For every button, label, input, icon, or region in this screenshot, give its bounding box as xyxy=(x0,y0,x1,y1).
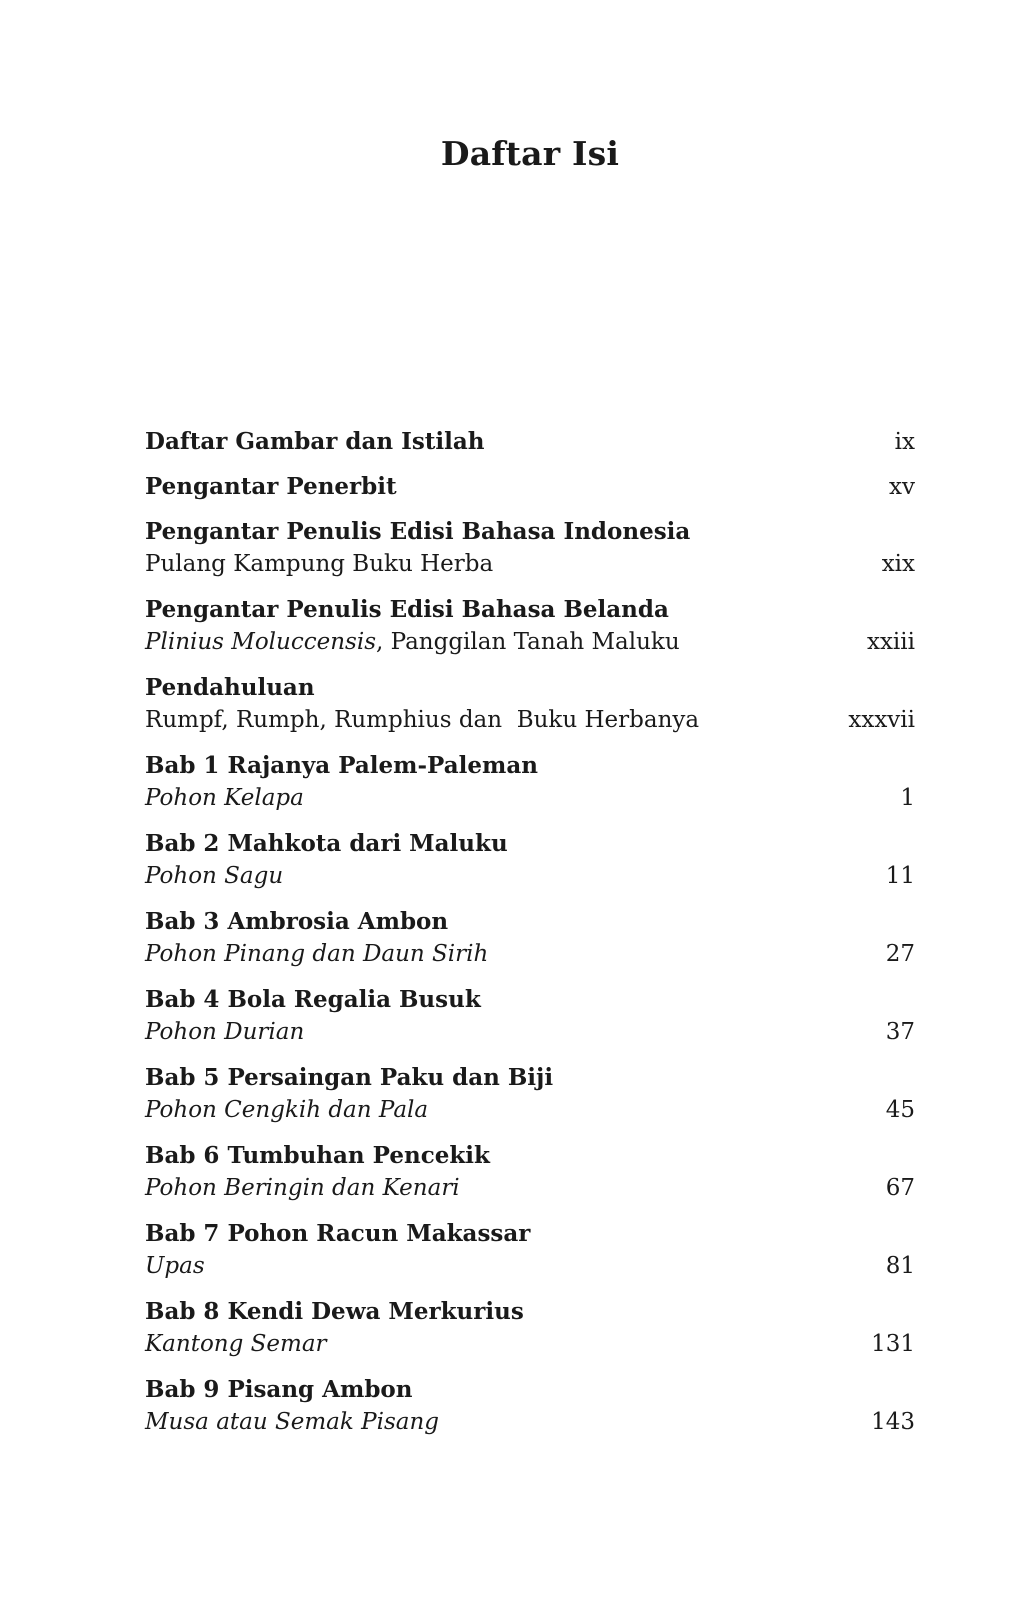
entry-page-number: 27 xyxy=(885,941,915,967)
entry-title: Bab 5 Persaingan Paku dan Biji xyxy=(145,1064,554,1091)
toc-entry-bab-3[interactable] xyxy=(145,905,915,971)
entry-subtitle xyxy=(145,626,680,659)
entry-subtitle: Pohon Durian xyxy=(145,1019,305,1045)
toc-entry-bab-7[interactable] xyxy=(145,1217,915,1283)
entry-title: Bab 4 Bola Regalia Busuk xyxy=(145,986,481,1013)
toc-entry-bab-6[interactable] xyxy=(145,1139,915,1205)
entry-page-number: xxxvii xyxy=(848,707,915,733)
entry-page-number: 81 xyxy=(885,1253,915,1279)
entry-title: Bab 3 Ambrosia Ambon xyxy=(145,908,449,935)
entry-page-number: 1 xyxy=(900,785,915,811)
toc-entry-pendahuluan[interactable] xyxy=(145,671,915,737)
entry-page-number: 45 xyxy=(885,1097,915,1123)
entry-title: Pengantar Penerbit xyxy=(145,473,397,500)
entry-subtitle: Rumpf, Rumph, Rumphius dan Buku Herbanya xyxy=(145,707,700,733)
toc-entry-pengantar-penerbit[interactable] xyxy=(145,470,915,503)
toc-entry-bab-1[interactable] xyxy=(145,749,915,815)
entry-title: Pendahuluan xyxy=(145,674,315,701)
entry-subtitle: Pohon Kelapa xyxy=(145,785,304,811)
toc-entry-bab-9[interactable] xyxy=(145,1373,915,1439)
entry-page-number: 143 xyxy=(871,1409,915,1435)
entry-page-number: xix xyxy=(881,551,915,577)
entry-subtitle: Upas xyxy=(145,1253,205,1279)
entry-title: Bab 1 Rajanya Palem-Paleman xyxy=(145,752,538,779)
entry-title: Bab 2 Mahkota dari Maluku xyxy=(145,830,508,857)
entry-subtitle: Pohon Cengkih dan Pala xyxy=(145,1097,429,1123)
entry-title: Bab 7 Pohon Racun Makassar xyxy=(145,1220,531,1247)
toc-entry-daftar-gambar[interactable] xyxy=(145,425,915,458)
entry-subtitle-rest: , Panggilan Tanah Maluku xyxy=(376,629,680,655)
entry-subtitle: Musa atau Semak Pisang xyxy=(145,1409,440,1435)
toc-entry-pengantar-penulis-belanda[interactable] xyxy=(145,593,915,659)
toc-entry-bab-5[interactable] xyxy=(145,1061,915,1127)
entry-page-number: xxiii xyxy=(866,629,915,655)
entry-subtitle: Pohon Sagu xyxy=(145,863,284,889)
entry-page-number: xv xyxy=(889,474,915,500)
entry-page-number: 67 xyxy=(885,1175,915,1201)
entry-subtitle: Pohon Pinang dan Daun Sirih xyxy=(145,941,489,967)
entry-title: Daftar Gambar dan Istilah xyxy=(145,428,485,455)
entry-page-number: ix xyxy=(894,429,915,455)
toc-entry-pengantar-penulis-indonesia[interactable] xyxy=(145,515,915,581)
toc-entry-bab-4[interactable] xyxy=(145,983,915,1049)
entry-title: Bab 8 Kendi Dewa Merkurius xyxy=(145,1298,524,1325)
entry-page-number: 11 xyxy=(885,863,915,889)
entry-title: Bab 6 Tumbuhan Pencekik xyxy=(145,1142,490,1169)
entry-subtitle-italic: Plinius Moluccensis xyxy=(145,629,376,655)
entry-subtitle: Pohon Beringin dan Kenari xyxy=(145,1175,460,1201)
entry-title: Pengantar Penulis Edisi Bahasa Belanda xyxy=(145,596,669,623)
entry-title: Bab 9 Pisang Ambon xyxy=(145,1376,413,1403)
toc-entry-bab-2[interactable] xyxy=(145,827,915,893)
page-title: Daftar Isi xyxy=(440,134,620,173)
entry-page-number: 37 xyxy=(885,1019,915,1045)
toc-entry-bab-8[interactable] xyxy=(145,1295,915,1361)
entry-subtitle: Kantong Semar xyxy=(145,1331,327,1357)
entry-page-number: 131 xyxy=(871,1331,915,1357)
table-of-contents xyxy=(145,425,915,1451)
entry-title: Pengantar Penulis Edisi Bahasa Indonesia xyxy=(145,518,691,545)
entry-subtitle: Pulang Kampung Buku Herba xyxy=(145,551,494,577)
